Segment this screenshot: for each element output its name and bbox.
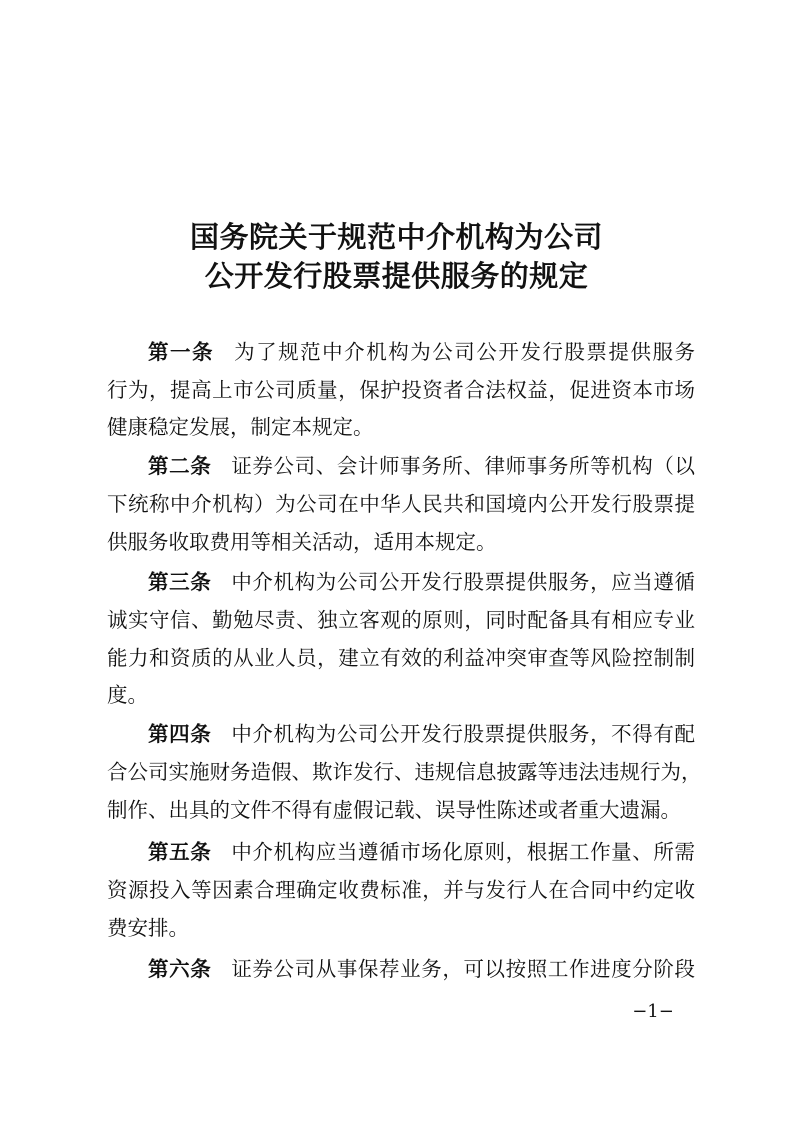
article-label: 第五条 (148, 840, 212, 864)
article-1-line-3: 健康稳定发展，制定本规定。 (107, 415, 374, 439)
article-text: 证券公司从事保荐业务，可以按照工作进度分阶段 (231, 957, 695, 981)
article-label: 第六条 (148, 957, 212, 981)
article-5-line-2: 资源投入等因素合理确定收费标准，并与发行人在合同中约定收 (107, 878, 695, 902)
article-4-line-3: 制作、出具的文件不得有虚假记载、误导性陈述或者重大遗漏。 (107, 798, 681, 822)
article-5-line-3: 费安排。 (107, 916, 189, 940)
article-label: 第二条 (148, 454, 212, 478)
article-text: 为了规范中介机构为公司公开发行股票提供服务 (234, 340, 696, 364)
article-label: 第一条 (148, 340, 215, 364)
article-3-line-2: 诚实守信、勤勉尽责、独立客观的原则，同时配备具有相应专业 (107, 608, 695, 632)
article-2-line-1 (148, 449, 695, 483)
article-3-line-4: 度。 (107, 683, 148, 707)
article-6-line-1 (148, 952, 695, 986)
article-label: 第三条 (148, 570, 212, 594)
article-3-line-1 (148, 565, 695, 599)
article-5-line-1 (148, 835, 695, 869)
article-label: 第四条 (148, 722, 212, 746)
page-number: −1− (632, 1001, 674, 1022)
article-text: 证券公司、会计师事务所、律师事务所等机构（以 (231, 454, 695, 478)
article-1-line-2: 行为，提高上市公司质量，保护投资者合法权益，促进资本市场 (107, 378, 695, 402)
document-title-line-2: 公开发行股票提供服务的规定 (204, 259, 589, 293)
article-2-line-3: 供服务收取费用等相关活动，适用本规定。 (107, 530, 497, 554)
article-text: 中介机构应当遵循市场化原则，根据工作量、所需 (231, 840, 695, 864)
article-2-line-2: 下统称中介机构）为公司在中华人民共和国境内公开发行股票提 (107, 492, 695, 516)
document-title-line-1: 国务院关于规范中介机构为公司 (189, 220, 603, 254)
article-3-line-3: 能力和资质的从业人员，建立有效的利益冲突审查等风险控制制 (107, 646, 695, 670)
article-4-line-2: 合公司实施财务造假、欺诈发行、违规信息披露等违法违规行为， (107, 760, 702, 784)
article-text: 中介机构为公司公开发行股票提供服务，应当遵循 (231, 570, 695, 594)
article-4-line-1 (148, 717, 695, 751)
article-1-line-1 (148, 335, 695, 369)
article-text: 中介机构为公司公开发行股票提供服务，不得有配 (231, 722, 695, 746)
